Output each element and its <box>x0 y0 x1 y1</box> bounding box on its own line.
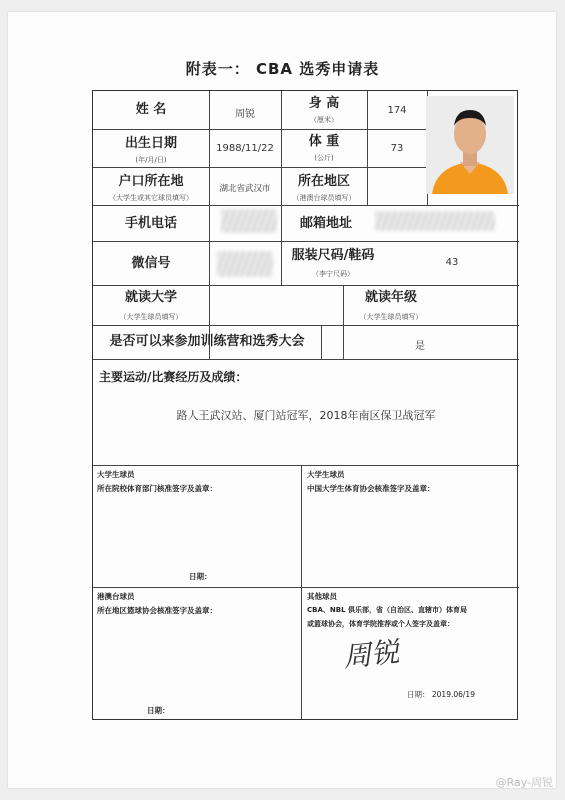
handwritten-signature: 周锐 <box>341 635 401 674</box>
q2-title: 大学生球员 <box>307 470 345 479</box>
q1-date: 日期： <box>189 572 212 581</box>
camp-value: 是 <box>415 341 425 352</box>
weight-unit: (公斤) <box>314 154 334 162</box>
height-unit: （厘米） <box>310 116 338 124</box>
q2-desc: 中国大学生体育协会核准签字及盖章： <box>307 484 435 493</box>
phone-label: 手机电话 <box>124 216 177 231</box>
height-value: 174 <box>387 105 407 116</box>
q3-desc: 所在地区篮球协会核准签字及盖章： <box>97 606 217 615</box>
q4-desc-2: 或篮球协会，体育学院推荐或个人签字及盖章： <box>307 620 454 628</box>
wechat-label: 微信号 <box>131 256 171 271</box>
weight-label: 体 重 <box>308 134 340 149</box>
university-sub: （大学生球员填写） <box>119 313 183 321</box>
wechat-redacted <box>217 251 273 277</box>
size-value: 43 <box>445 257 459 268</box>
size-sub: （李宁尺码） <box>312 270 354 278</box>
grade-sub: （大学生球员填写） <box>359 313 423 321</box>
q3-date: 日期： <box>147 706 170 715</box>
email-redacted <box>375 211 495 231</box>
region-sub: （港澳台球员填写） <box>292 194 356 202</box>
region-label: 所在地区 <box>297 174 350 189</box>
birth-value: 1988/11/22 <box>216 143 274 154</box>
university-label: 就读大学 <box>124 290 177 305</box>
q3-title: 港澳台球员 <box>97 592 135 601</box>
name-label: 姓 名 <box>135 102 167 117</box>
experience-label: 主要运动/比赛经历及成绩： <box>99 370 248 384</box>
phone-redacted <box>221 209 277 233</box>
height-label: 身 高 <box>308 96 340 111</box>
hukou-value: 湖北省武汉市 <box>219 184 271 194</box>
camp-label: 是否可以来参加训练营和选秀大会 <box>109 334 305 349</box>
hukou-sub: （大学生或其它球员填写） <box>109 194 193 202</box>
q1-desc: 所在院校体育部门核准签字及盖章： <box>97 484 217 493</box>
size-label: 服装尺码/鞋码 <box>291 248 375 263</box>
q4-title: 其他球员 <box>307 592 337 601</box>
name-value: 周锐 <box>235 109 255 120</box>
watermark: @Ray-周锐 <box>495 776 553 789</box>
birth-label: 出生日期 <box>124 136 177 151</box>
grade-label: 就读年级 <box>364 290 417 305</box>
hukou-label: 户口所在地 <box>118 174 184 189</box>
q1-title: 大学生球员 <box>97 470 135 479</box>
experience-value: 路人王武汉站、厦门站冠军，2018年南区保卫战冠军 <box>176 409 436 422</box>
birth-sub: (年/月/日) <box>135 156 167 164</box>
applicant-photo <box>426 96 514 194</box>
email-label: 邮箱地址 <box>299 216 352 231</box>
form-title: 附表一： CBA 选秀申请表 <box>185 60 380 78</box>
q4-desc-1: CBA、NBL 俱乐部，省（自治区、直辖市）体育局 <box>307 606 467 614</box>
q4-date: 日期： 2019.06/19 <box>407 690 475 699</box>
weight-value: 73 <box>390 143 404 154</box>
